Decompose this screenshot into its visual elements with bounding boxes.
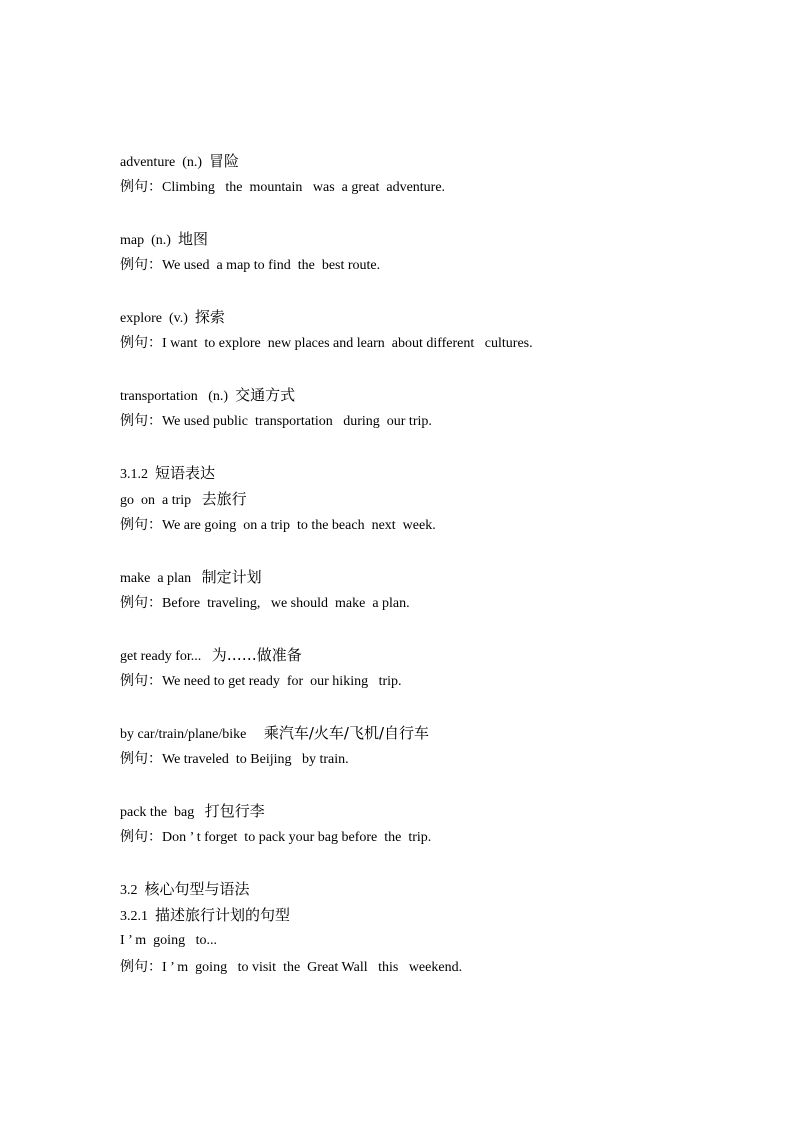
- sentence-pattern-example: [120, 954, 680, 980]
- example-prefix: 例句：: [120, 595, 162, 611]
- vocab-term-adventure: [120, 148, 680, 174]
- vocab-term-explore: [120, 304, 680, 330]
- vocab-meaning: 地图: [177, 230, 208, 248]
- vocab-term-transportation: [120, 382, 680, 408]
- phrase-example-make-a-plan: [120, 590, 680, 616]
- heading-title: 描述旅行计划的句型: [155, 906, 291, 924]
- vocab-term-map: [120, 226, 680, 252]
- spacer: [120, 200, 680, 226]
- phrase-term-go-on-a-trip: [120, 486, 680, 512]
- example-sentence: Before traveling, we should make a plan.: [162, 596, 410, 611]
- spacer: [120, 694, 680, 720]
- phrase-term-text: go on a trip: [120, 493, 202, 508]
- phrase-term-make-a-plan: [120, 564, 680, 590]
- vocab-term-text: explore (v.): [120, 311, 195, 326]
- spacer: [120, 616, 680, 642]
- section-heading: [120, 876, 680, 902]
- example-sentence: Climbing the mountain was a great adventure.: [162, 180, 446, 195]
- vocab-example-adventure: [120, 174, 680, 200]
- vocab-term-text: adventure (n.): [120, 155, 210, 170]
- phrase-term-pack-the-bag: [120, 798, 680, 824]
- spacer: [120, 278, 680, 304]
- phrase-meaning: 打包行李: [204, 802, 265, 820]
- heading-title: 核心句型与语法: [144, 880, 250, 898]
- example-prefix: 例句：: [120, 179, 162, 195]
- vocab-term-text: map (n.): [120, 233, 178, 248]
- example-prefix: 例句：: [120, 257, 162, 273]
- example-sentence: Don ’ t forget to pack your bag before the trip.: [162, 830, 432, 845]
- phrase-meaning: 乘汽车/火车/飞机/自行车: [263, 724, 430, 742]
- spacer: [120, 850, 680, 876]
- heading-number: 3.2: [120, 883, 145, 898]
- example-sentence: We used public transportation during our trip.: [162, 414, 432, 429]
- example-prefix: 例句：: [120, 959, 162, 975]
- example-prefix: 例句：: [120, 335, 162, 351]
- heading-number: 3.1.2: [120, 467, 155, 482]
- phrase-term-text: get ready for...: [120, 649, 212, 664]
- vocab-term-text: transportation (n.): [120, 389, 236, 404]
- phrase-term-text: by car/train/plane/bike: [120, 727, 264, 742]
- heading-title: 短语表达: [155, 464, 216, 482]
- phrase-meaning: 制定计划: [201, 568, 262, 586]
- example-prefix: 例句：: [120, 517, 162, 533]
- heading-number: 3.2.1: [120, 909, 155, 924]
- vocab-example-explore: [120, 330, 680, 356]
- phrase-example-pack-the-bag: [120, 824, 680, 850]
- spacer: [120, 356, 680, 382]
- phrase-meaning: 去旅行: [201, 490, 247, 508]
- vocab-meaning: 交通方式: [235, 386, 296, 404]
- phrase-example-by-transport: [120, 746, 680, 772]
- spacer: [120, 772, 680, 798]
- vocab-example-map: [120, 252, 680, 278]
- example-sentence: I ’ m going to visit the Great Wall this weekend.: [162, 960, 463, 975]
- example-prefix: 例句：: [120, 829, 162, 845]
- vocab-meaning: 探索: [194, 308, 225, 326]
- example-prefix: 例句：: [120, 673, 162, 689]
- phrase-example-get-ready-for: [120, 668, 680, 694]
- example-sentence: We need to get ready for our hiking trip.: [162, 674, 402, 689]
- subsection-heading: [120, 902, 680, 928]
- spacer: [120, 434, 680, 460]
- phrase-term-by-transport: [120, 720, 680, 746]
- example-prefix: 例句：: [120, 413, 162, 429]
- phrase-term-get-ready-for: [120, 642, 680, 668]
- example-prefix: 例句：: [120, 751, 162, 767]
- spacer: [120, 538, 680, 564]
- example-sentence: I want to explore new places and learn about different cultures.: [162, 336, 533, 351]
- vocab-example-transportation: [120, 408, 680, 434]
- phrases-heading: [120, 460, 680, 486]
- vocab-meaning: 冒险: [209, 152, 240, 170]
- sentence-pattern: [120, 928, 680, 954]
- phrase-term-text: pack the bag: [120, 805, 205, 820]
- phrase-term-text: make a plan: [120, 571, 202, 586]
- example-sentence: We used a map to find the best route.: [162, 258, 381, 273]
- example-sentence: We are going on a trip to the beach next week.: [162, 518, 436, 533]
- phrase-example-go-on-a-trip: [120, 512, 680, 538]
- phrase-meaning: 为……做准备: [211, 646, 302, 664]
- example-sentence: We traveled to Beijing by train.: [162, 752, 349, 767]
- document-content: [120, 148, 680, 980]
- sentence-pattern-text: I ’ m going to...: [120, 933, 217, 948]
